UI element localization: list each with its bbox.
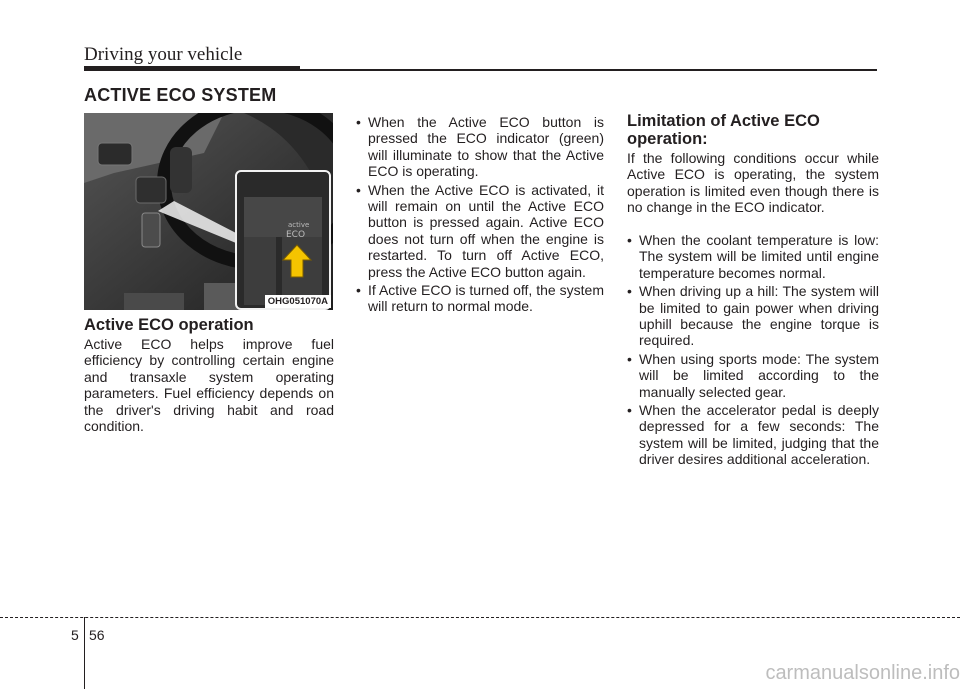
list-item: • When driving up a hill: The system will be limited to gain power when driving uphill because the engine torque is required. (627, 283, 879, 349)
left-heading: Active ECO operation (84, 316, 254, 334)
middle-bullet-list (356, 114, 604, 317)
right-intro: If the following conditions occur while Active ECO is operating, the system operation is limited even though there is no change in the ECO indicator. (627, 150, 879, 216)
button-label-active: active (288, 221, 310, 229)
list-item: • When the accelerator pedal is deeply depressed for a few seconds: The system will be limited, judging that the driver desires additional acceleration. (627, 402, 879, 468)
button-label-eco: ECO (286, 230, 306, 240)
header-rule-thick (84, 66, 300, 71)
section-title: ACTIVE ECO SYSTEM (84, 85, 277, 105)
list-item: • When the Active ECO is activated, it will remain on until the Active ECO button is pressed again. Active ECO does not turn off when the engine is restarted. To turn off Active ECO, press the Active ECO button again. (356, 182, 604, 280)
left-paragraph: Active ECO helps improve fuel efficiency by controlling certain engine and transaxle system operating parameters. Fuel efficiency depends on the driver's driving habit and road condition. (84, 336, 334, 435)
figure-code: OHG051070A (265, 295, 331, 308)
list-item: • When using sports mode: The system will be limited according to the manually selected gear. (627, 351, 879, 400)
list-item: • When the coolant temperature is low: The system will be limited until engine temperature becomes normal. (627, 232, 879, 281)
header-rule-thin (300, 69, 877, 71)
right-heading: Limitation of Active ECO operation: (627, 112, 820, 148)
list-item: • When the Active ECO button is pressed the ECO indicator (green) will illuminate to show that the Active ECO is operating. (356, 114, 604, 180)
list-item: • If Active ECO is turned off, the system will return to normal mode. (356, 282, 604, 315)
footer-rule (0, 617, 960, 618)
watermark: carmanualsonline.info (765, 662, 960, 684)
dashboard-photo (84, 113, 333, 310)
page-chapter: 5 (71, 627, 79, 643)
header-title: Driving your vehicle (84, 44, 243, 65)
page-number: 56 (89, 627, 105, 643)
right-bullet-list (627, 232, 879, 470)
